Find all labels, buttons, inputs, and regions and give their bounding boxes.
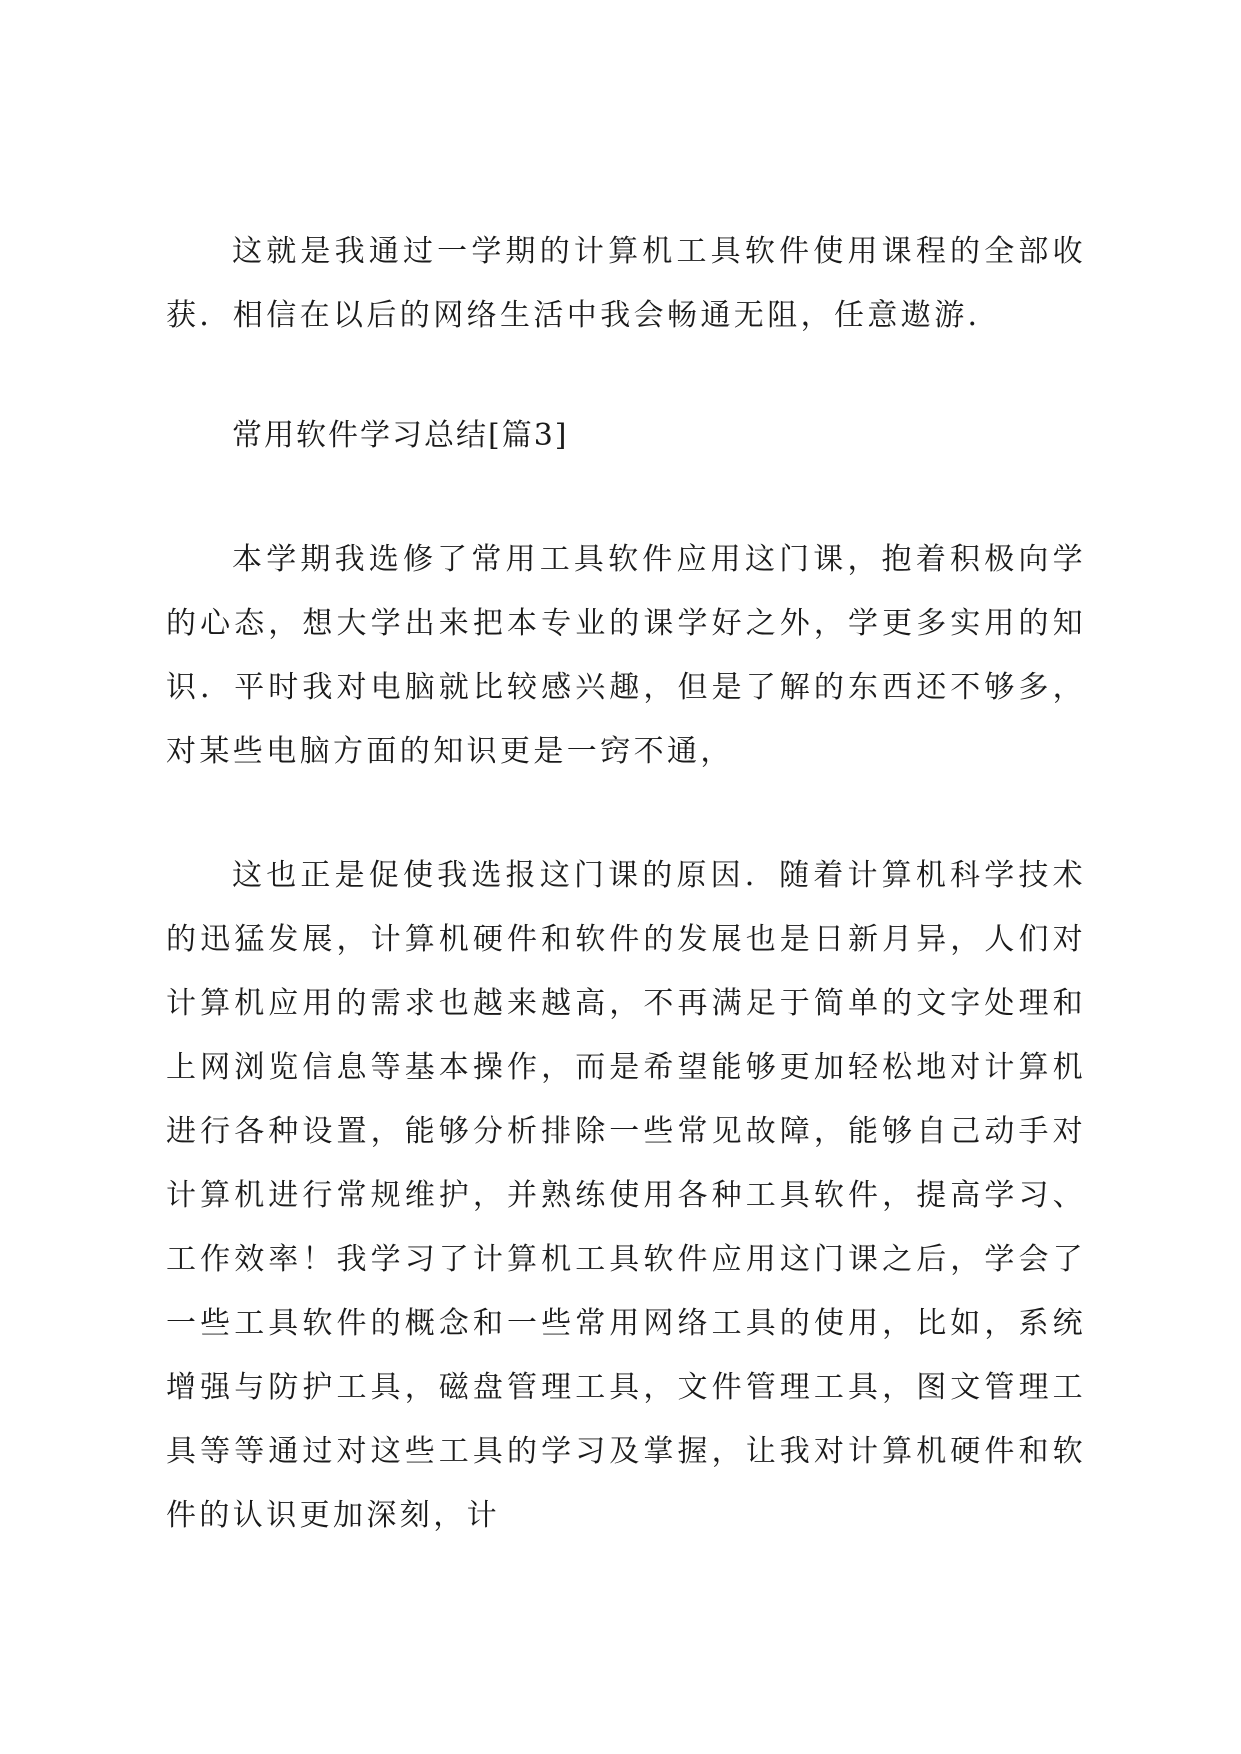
section-heading: 常用软件学习总结[篇3] — [232, 418, 569, 453]
paragraph-spacer — [166, 784, 1086, 844]
document-body — [166, 220, 1086, 1548]
paragraph-spacer — [166, 348, 1086, 404]
paragraph-spacer — [166, 468, 1086, 528]
paragraph-body: 这也正是促使我选报这门课的原因．随着计算机科学技术的迅猛发展，计算机硬件和软件的发展也是日新月异，人们对计算机应用的需求也越来越高，不再满足于简单的文字处理和上网浏览信息等基本操作，而是希望能够更加轻松地对计算机进行各种设置，能够分析排除一些常见故障，能够自己动手对计算机进行常规维护，并熟练使用各种工具软件，提高学习、工作效率！我学习了计算机工具软件应用这门课之后，学会了一些工具软件的概念和一些常用网络工具的使用，比如，系统增强与防护工具，磁盘管理工具，文件管理工具，图文管理工具等等通过对这些工具的学习及掌握，让我对计算机硬件和软件的认识更加深刻，计 — [166, 858, 1086, 1533]
paragraph-intro: 本学期我选修了常用工具软件应用这门课，抱着积极向学的心态，想大学出来把本专业的课学好之外，学更多实用的知识．平时我对电脑就比较感兴趣，但是了解的东西还不够多，对某些电脑方面的知识更是一窍不通， — [166, 542, 1086, 769]
paragraph-conclusion: 这就是我通过一学期的计算机工具软件使用课程的全部收获．相信在以后的网络生活中我会畅通无阻，任意遨游． — [166, 234, 1086, 333]
